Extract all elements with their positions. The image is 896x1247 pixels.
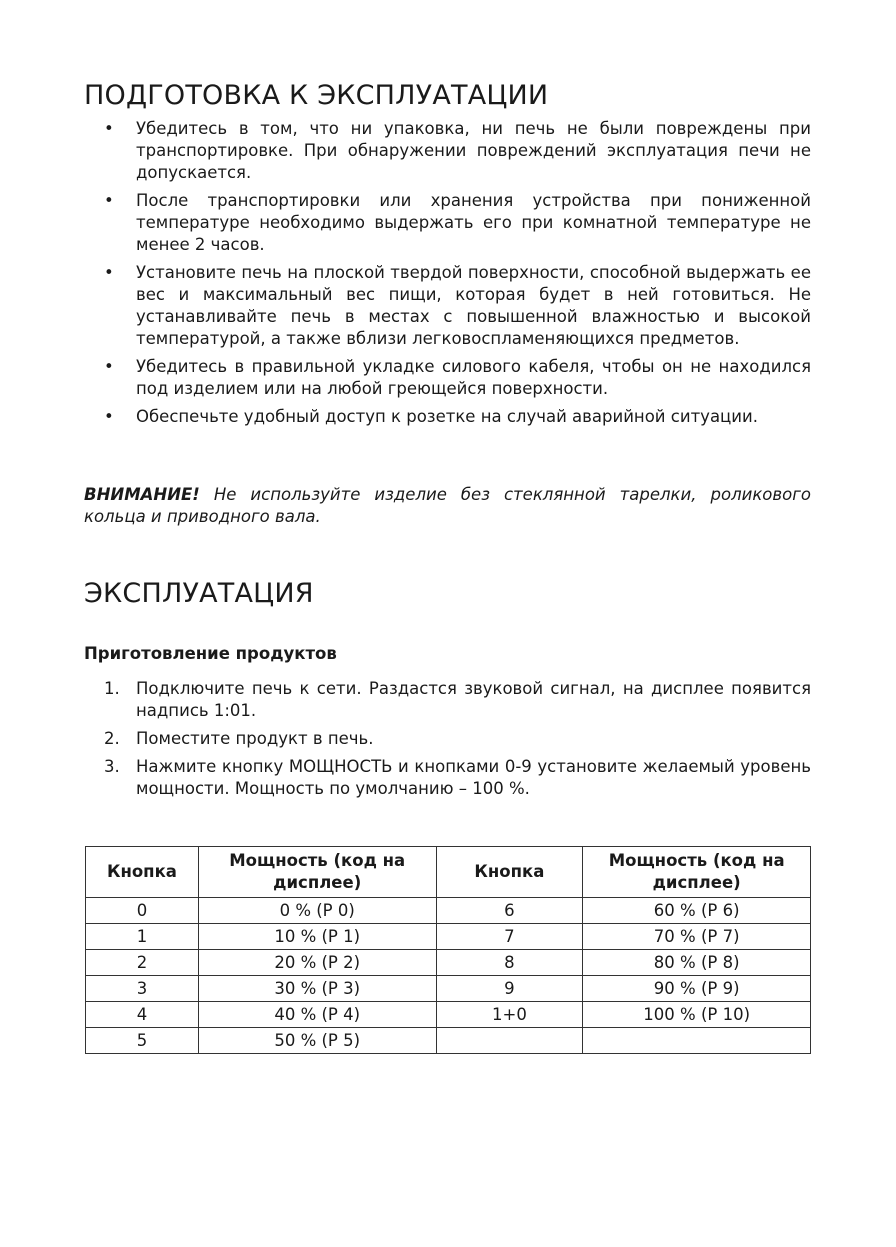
subheading-cooking: Приготовление продуктов [84,644,337,663]
table-row: 4 40 % (P 4) 1+0 100 % (P 10) [86,1002,811,1028]
table-row: 3 30 % (P 3) 9 90 % (P 9) [86,976,811,1002]
bullet-icon: • [104,407,114,426]
bullet-icon: • [104,357,114,376]
list-item: • Обеспечьте удобный доступ к розетке на случай аварийной ситуации. [104,407,758,426]
list-item: • Убедитесь в том, что ни упаковка, ни печь не были повреждены при транспортировке. При обнаружении повреждений эксплуатация печи не допускается. [104,119,811,182]
preparation-list [84,118,811,434]
bullet-icon: • [104,119,114,138]
list-item: 2. Поместите продукт в печь. [104,729,374,748]
warning-note [84,484,811,528]
section-title-preparation: ПОДГОТОВКА К ЭКСПЛУАТАЦИИ [84,80,549,111]
table-row: 1 10 % (P 1) 7 70 % (P 7) [86,924,811,950]
warning-label: ВНИМАНИЕ! [84,485,200,504]
table-row: 0 0 % (P 0) 6 60 % (P 6) [86,898,811,924]
table-row: 2 20 % (P 2) 8 80 % (P 8) [86,950,811,976]
section-title-operation: ЭКСПЛУАТАЦИЯ [84,578,314,609]
list-item: • После транспортировки или хранения устройства при пониженной температуре необходимо выдержать его при комнатной температуре не менее 2 часов. [104,191,811,254]
warning-text: Не используйте изделие без стеклянной тарелки, роликового кольца и приводного вала. [84,485,811,526]
list-item: 1. Подключите печь к сети. Раздастся звуковой сигнал, на дисплее появится надпись 1:01. [104,679,811,720]
header-button: Кнопка [86,847,199,898]
power-table [85,846,811,1054]
steps-list [84,678,811,806]
table-row: 5 50 % (P 5) [86,1028,811,1054]
list-item: 3. Нажмите кнопку МОЩНОСТЬ и кнопками 0-9 установите желаемый уровень мощности. Мощность по умолчанию – 100 %. [104,757,811,798]
bullet-icon: • [104,191,114,210]
header-power: Мощность (код на дисплее) [198,847,436,898]
header-button: Кнопка [436,847,583,898]
header-power: Мощность (код на дисплее) [583,847,811,898]
table-header-row [86,847,811,898]
list-item: • Установите печь на плоской твердой поверхности, способной выдержать ее вес и максимальный вес пищи, которая будет в ней готовиться. Не устанавливайте печь в местах с повышенной влажностью и высокой температурой, а также вблизи легковоспламеняющихся предметов. [104,263,811,348]
list-item: • Убедитесь в правильной укладке силового кабеля, чтобы он не находился под изделием или на любой греющейся поверхности. [104,357,811,398]
bullet-icon: • [104,263,114,282]
